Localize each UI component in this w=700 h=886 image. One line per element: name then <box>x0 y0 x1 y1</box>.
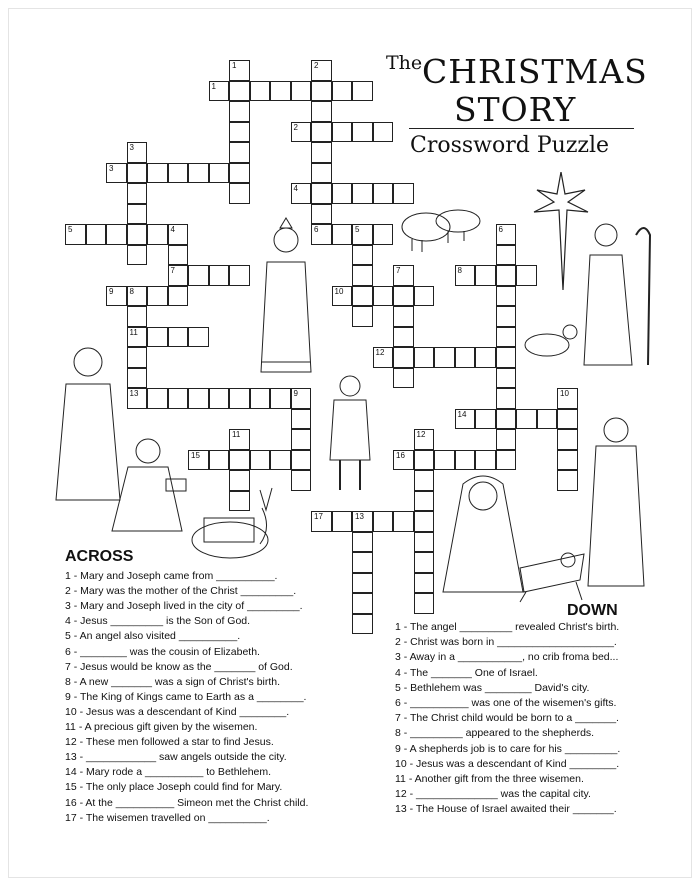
crossword-cell[interactable] <box>229 163 250 184</box>
crossword-cell[interactable] <box>291 450 312 471</box>
crossword-cell[interactable] <box>127 224 148 245</box>
crossword-cell[interactable] <box>106 224 127 245</box>
across-number-label: 12 <box>375 348 385 357</box>
mary-kneeling-illustration <box>438 474 528 594</box>
down-clue: 7 - The Christ child would be born to a _______. <box>395 712 619 725</box>
crossword-cell[interactable] <box>188 388 209 409</box>
crossword-cell[interactable] <box>209 163 230 184</box>
kneeling-wiseman-illustration <box>108 435 188 535</box>
mary-with-baby-illustration <box>255 212 317 377</box>
crossword-cell[interactable] <box>352 614 373 635</box>
down-clue: 1 - The angel _________ revealed Christ's birth. <box>395 621 620 633</box>
crossword-cell[interactable] <box>127 327 148 348</box>
across-clue: 8 - A new _______ was a sign of Christ's birth. <box>65 675 281 688</box>
down-number-label: 1 <box>232 61 237 70</box>
crossword-cell[interactable] <box>311 81 332 102</box>
crossword-cell[interactable] <box>393 368 414 389</box>
crossword-cell[interactable] <box>352 593 373 614</box>
crossword-cell[interactable] <box>311 142 332 163</box>
crossword-cell[interactable] <box>147 224 168 245</box>
crossword-cell[interactable] <box>393 511 414 532</box>
crossword-cell[interactable] <box>393 450 414 471</box>
down-number-label: 13 <box>355 512 364 521</box>
title-story: STORY <box>454 90 577 129</box>
crossword-cell[interactable] <box>147 163 168 184</box>
crossword-cell[interactable] <box>229 142 250 163</box>
crossword-cell[interactable] <box>414 593 435 614</box>
crossword-cell[interactable] <box>65 224 86 245</box>
crossword-cell[interactable] <box>270 388 291 409</box>
crossword-cell[interactable] <box>496 388 517 409</box>
crossword-cell[interactable] <box>147 286 168 307</box>
crossword-cell[interactable] <box>332 224 353 245</box>
crossword-cell[interactable] <box>86 224 107 245</box>
across-number-label: 13 <box>129 389 139 398</box>
crossword-cell[interactable] <box>332 81 353 102</box>
crossword-cell[interactable] <box>352 286 373 307</box>
crossword-cell[interactable] <box>455 347 476 368</box>
crossword-cell[interactable] <box>373 511 394 532</box>
manger-with-baby-illustration <box>516 538 588 604</box>
crossword-cell[interactable] <box>127 306 148 327</box>
shepherd-illustration <box>578 215 658 375</box>
crossword-cell[interactable] <box>291 409 312 430</box>
down-number-label: 10 <box>560 389 569 398</box>
crossword-cell[interactable] <box>127 368 148 389</box>
crossword-cell[interactable] <box>455 409 476 430</box>
crossword-cell[interactable] <box>475 450 496 471</box>
crossword-cell[interactable] <box>475 265 496 286</box>
crossword-cell[interactable] <box>537 409 558 430</box>
across-number-label: 11 <box>129 327 138 337</box>
crossword-cell[interactable] <box>332 183 353 204</box>
across-number-label: 10 <box>334 286 344 296</box>
down-clue: 2 - Christ was born in ____________________. <box>395 636 617 649</box>
crossword-cell[interactable] <box>332 511 353 532</box>
down-number-label: 6 <box>498 225 503 234</box>
down-number-label: 12 <box>416 430 426 439</box>
crossword-cell[interactable] <box>414 491 435 512</box>
crossword-cell[interactable] <box>229 122 250 143</box>
down-clue: 10 - Jesus was a descendant of Kind ________. <box>395 757 620 770</box>
across-clue: 3 - Mary and Joseph lived in the city of _________. <box>65 600 303 613</box>
crossword-cell[interactable] <box>496 429 517 450</box>
crossword-cell[interactable] <box>496 347 517 368</box>
title-the: The <box>386 52 423 74</box>
crossword-cell[interactable] <box>127 183 148 204</box>
across-clue: 11 - A precious gift given by the wisemen. <box>65 721 258 733</box>
across-number-label: 5 <box>68 225 73 234</box>
crossword-cell[interactable] <box>496 327 517 348</box>
down-number-label: 5 <box>355 225 360 234</box>
crossword-cell[interactable] <box>209 388 230 409</box>
crossword-cell[interactable] <box>393 327 414 348</box>
crossword-cell[interactable] <box>229 183 250 204</box>
crossword-cell[interactable] <box>352 552 373 573</box>
down-number-label: 4 <box>170 225 175 234</box>
crossword-cell[interactable] <box>557 450 578 471</box>
crossword-cell[interactable] <box>414 552 435 573</box>
crossword-cell[interactable] <box>557 388 578 409</box>
lamb-illustration <box>522 320 582 360</box>
crossword-cell[interactable] <box>455 450 476 471</box>
crossword-cell[interactable] <box>270 81 291 102</box>
across-clue: 17 - The wisemen travelled on __________. <box>65 811 270 824</box>
crossword-cell[interactable] <box>311 101 332 122</box>
across-heading: ACROSS <box>65 548 134 565</box>
across-clue: 1 - Mary and Joseph came from __________. <box>65 570 278 582</box>
across-number-label: 1 <box>211 81 216 91</box>
crossword-cell[interactable] <box>496 368 517 389</box>
crossword-cell[interactable] <box>311 163 332 184</box>
crossword-cell[interactable] <box>414 429 435 450</box>
crossword-cell[interactable] <box>475 347 496 368</box>
crossword-cell[interactable] <box>168 327 189 348</box>
crossword-cell[interactable] <box>393 306 414 327</box>
crossword-cell[interactable] <box>127 388 148 409</box>
across-clue: 15 - The only place Joseph could find for Mary. <box>65 781 283 794</box>
across-number-label: 9 <box>109 286 114 296</box>
crossword-cell[interactable] <box>106 163 127 184</box>
down-clue: 6 - __________ was one of the wisemen's gifts. <box>395 697 617 709</box>
crossword-cell[interactable] <box>455 265 476 286</box>
crossword-cell[interactable] <box>291 429 312 450</box>
crossword-cell[interactable] <box>147 388 168 409</box>
crossword-cell[interactable] <box>291 81 312 102</box>
across-number-label: 8 <box>457 266 462 275</box>
crossword-cell[interactable] <box>352 224 373 245</box>
sheep-illustration <box>398 205 486 255</box>
crossword-cell[interactable] <box>373 224 394 245</box>
down-clue: 11 - Another gift from the three wisemen. <box>395 773 584 785</box>
crossword-cell[interactable] <box>250 388 271 409</box>
across-clue: 14 - Mary rode a __________ to Bethlehem. <box>65 766 272 779</box>
crossword-cell[interactable] <box>209 265 230 286</box>
crossword-cell[interactable] <box>229 388 250 409</box>
down-number-label: 3 <box>129 143 134 152</box>
across-clue: 2 - Mary was the mother of the Christ _________. <box>65 585 297 598</box>
crossword-cell[interactable] <box>229 265 250 286</box>
down-clue: 8 - _________ appeared to the shepherds. <box>395 727 595 740</box>
crossword-cell[interactable] <box>188 163 209 184</box>
across-clue: 6 - ________ was the cousin of Elizabeth. <box>65 645 260 658</box>
crossword-cell[interactable] <box>352 532 373 553</box>
crossword-cell[interactable] <box>250 450 271 471</box>
crossword-cell[interactable] <box>373 286 394 307</box>
crossword-cell[interactable] <box>496 224 517 245</box>
crossword-cell[interactable] <box>127 142 148 163</box>
crossword-cell[interactable] <box>352 245 373 266</box>
crossword-cell[interactable] <box>496 286 517 307</box>
across-number-label: 2 <box>293 122 298 132</box>
crossword-cell[interactable] <box>352 511 373 532</box>
crossword-cell[interactable] <box>516 409 537 430</box>
crossword-cell[interactable] <box>332 122 353 143</box>
crossword-cell[interactable] <box>168 224 189 245</box>
crossword-cell[interactable] <box>229 429 250 450</box>
crossword-cell[interactable] <box>168 163 189 184</box>
donkey-illustration <box>190 482 290 564</box>
crossword-cell[interactable] <box>352 81 373 102</box>
down-number-label: 9 <box>293 389 298 398</box>
across-clue: 16 - At the __________ Simeon met the Christ child. <box>65 796 309 809</box>
crossword-cell[interactable] <box>229 450 250 471</box>
crossword-cell[interactable] <box>168 388 189 409</box>
title-christmas: CHRISTMAS <box>422 52 648 91</box>
crossword-cell[interactable] <box>127 204 148 225</box>
crossword-cell[interactable] <box>414 450 435 471</box>
crossword-cell[interactable] <box>209 81 230 102</box>
crossword-cell[interactable] <box>393 347 414 368</box>
crossword-cell[interactable] <box>229 60 250 81</box>
crossword-cell[interactable] <box>352 265 373 286</box>
across-number-label: 3 <box>109 163 114 173</box>
crossword-cell[interactable] <box>414 532 435 553</box>
down-clue: 3 - Away in a ___________, no crib froma bed... <box>395 651 619 664</box>
across-number-label: 4 <box>293 184 298 193</box>
across-clue: 4 - Jesus _________ is the Son of God. <box>65 615 251 628</box>
crossword-cell[interactable] <box>393 265 414 286</box>
across-number-label: 15 <box>191 450 200 460</box>
crossword-cell[interactable] <box>127 245 148 266</box>
crossword-cell[interactable] <box>332 286 353 307</box>
crossword-cell[interactable] <box>434 347 455 368</box>
crossword-cell[interactable] <box>352 183 373 204</box>
across-clue: 10 - Jesus was a descendant of Kind ________. <box>65 705 290 718</box>
crossword-cell[interactable] <box>229 101 250 122</box>
crossword-cell[interactable] <box>557 409 578 430</box>
crossword-cell[interactable] <box>496 409 517 430</box>
down-number-label: 8 <box>129 286 134 296</box>
crossword-cell[interactable] <box>414 511 435 532</box>
down-heading: DOWN <box>567 602 618 619</box>
crossword-cell[interactable] <box>311 511 332 532</box>
crossword-cell[interactable] <box>414 286 435 307</box>
crossword-cell[interactable] <box>373 122 394 143</box>
crossword-cell[interactable] <box>414 347 435 368</box>
crossword-cell[interactable] <box>311 183 332 204</box>
crossword-cell[interactable] <box>127 347 148 368</box>
across-clue: 7 - Jesus would be know as the _______ of God. <box>65 660 293 673</box>
crossword-cell[interactable] <box>106 286 127 307</box>
across-clue: 9 - The King of Kings came to Earth as a ________. <box>65 690 307 703</box>
crossword-cell[interactable] <box>373 183 394 204</box>
crossword-cell[interactable] <box>270 450 291 471</box>
crossword-cell[interactable] <box>557 429 578 450</box>
crossword-cell[interactable] <box>393 183 414 204</box>
down-number-label: 7 <box>396 266 401 275</box>
crossword-cell[interactable] <box>557 470 578 491</box>
crossword-cell[interactable] <box>168 286 189 307</box>
crossword-cell[interactable] <box>475 409 496 430</box>
crossword-cell[interactable] <box>188 327 209 348</box>
crossword-cell[interactable] <box>168 245 189 266</box>
crossword-cell[interactable] <box>188 450 209 471</box>
across-clue: 12 - These men followed a star to find Jesus. <box>65 736 274 749</box>
down-clue: 9 - A shepherds job is to care for his _________. <box>395 742 621 755</box>
crossword-cell[interactable] <box>250 81 271 102</box>
crossword-cell[interactable] <box>352 122 373 143</box>
crossword-cell[interactable] <box>352 306 373 327</box>
crossword-cell[interactable] <box>291 388 312 409</box>
crossword-cell[interactable] <box>291 183 312 204</box>
crossword-cell[interactable] <box>229 81 250 102</box>
across-number-label: 7 <box>170 266 175 275</box>
crossword-cell[interactable] <box>414 573 435 594</box>
down-clue: 4 - The _______ One of Israel. <box>395 666 538 679</box>
down-clue: 5 - Bethlehem was ________ David's city. <box>395 681 590 694</box>
crossword-cell[interactable] <box>188 265 209 286</box>
across-number-label: 14 <box>457 409 467 419</box>
joseph-illustration <box>584 410 648 590</box>
across-number-label: 16 <box>396 450 405 460</box>
down-number-label: 11 <box>232 430 241 439</box>
across-number-label: 6 <box>314 225 319 234</box>
shepherd-boy-illustration <box>320 370 380 495</box>
crossword-cell[interactable] <box>209 450 230 471</box>
crossword-cell[interactable] <box>496 450 517 471</box>
crossword-cell[interactable] <box>147 327 168 348</box>
across-clue: 5 - An angel also visited __________. <box>65 630 241 643</box>
crossword-cell[interactable] <box>311 60 332 81</box>
crossword-cell[interactable] <box>291 470 312 491</box>
title-subtitle: Crossword Puzzle <box>410 133 610 158</box>
crossword-cell[interactable] <box>168 265 189 286</box>
across-clue: 13 - ____________ saw angels outside the city. <box>65 751 287 764</box>
crossword-cell[interactable] <box>393 286 414 307</box>
crossword-cell[interactable] <box>496 265 517 286</box>
crossword-cell[interactable] <box>127 163 148 184</box>
crossword-cell[interactable] <box>291 122 312 143</box>
down-clue: 12 - ______________ was the capital city. <box>395 788 591 801</box>
crossword-cell[interactable] <box>127 286 148 307</box>
down-clue: 13 - The House of Israel awaited their _______. <box>395 803 617 816</box>
crossword-cell[interactable] <box>373 347 394 368</box>
title-divider <box>409 128 634 129</box>
crossword-cell[interactable] <box>352 573 373 594</box>
across-number-label: 17 <box>314 512 323 521</box>
crossword-cell[interactable] <box>434 450 455 471</box>
crossword-cell[interactable] <box>414 470 435 491</box>
down-number-label: 2 <box>314 61 319 70</box>
crossword-cell[interactable] <box>311 122 332 143</box>
crossword-cell[interactable] <box>496 306 517 327</box>
crossword-cell[interactable] <box>496 245 517 266</box>
